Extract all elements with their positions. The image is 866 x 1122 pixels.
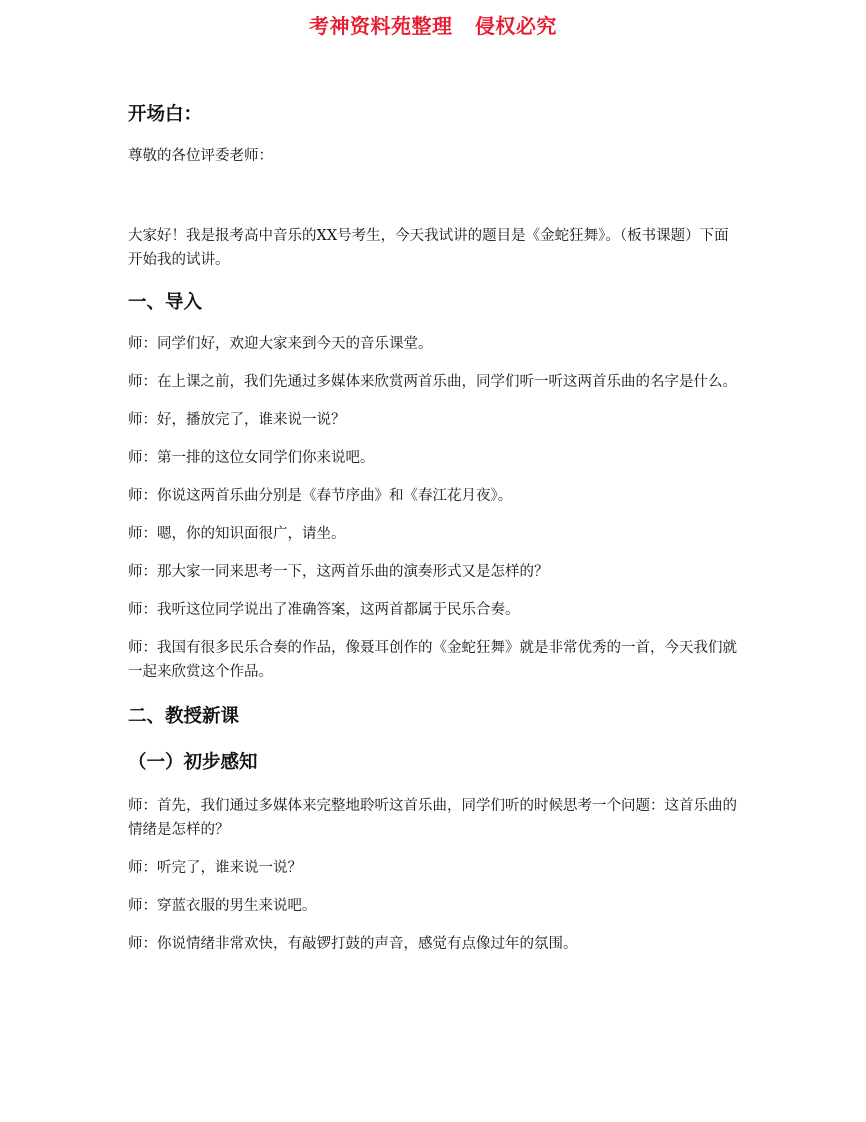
document-body <box>128 102 738 956</box>
dialogue-line: 师：第一排的这位女同学们你来说吧。 <box>128 450 375 466</box>
dialogue-line: 师：你说情绪非常欢快，有敲锣打鼓的声音，感觉有点像过年的氛围。 <box>128 936 578 952</box>
section-1-heading: 一、导入 <box>128 292 203 313</box>
dialogue-line: 师：听完了，谁来说一说？ <box>128 860 302 876</box>
intro-paragraph: 大家好！我是报考高中音乐的XX号考生，今天我试讲的题目是《金蛇狂舞》。（板书课题）下面开始我的试讲。 <box>128 228 729 268</box>
dialogue-line: 师：我听这位同学说出了准确答案，这两首都属于民乐合奏。 <box>128 602 520 618</box>
dialogue-line: 师：在上课之前，我们先通过多媒体来欣赏两首乐曲，同学们听一听这两首乐曲的名字是什么。 <box>128 374 737 390</box>
section-2-heading: 二、教授新课 <box>128 706 240 727</box>
dialogue-line: 师：我国有很多民乐合奏的作品，像聂耳创作的《金蛇狂舞》就是非常优秀的一首，今天我们就一起来欣赏这个作品。 <box>128 640 737 680</box>
dialogue-line: 师：首先，我们通过多媒体来完整地聆听这首乐曲，同学们听的时候思考一个问题：这首乐曲的情绪是怎样的？ <box>128 798 737 838</box>
watermark: 考神资料苑整理 侵权必究 <box>309 14 557 38</box>
opening-heading: 开场白： <box>128 104 203 125</box>
dialogue-line: 师：好，播放完了，谁来说一说？ <box>128 412 346 428</box>
dialogue-line: 师：你说这两首乐曲分别是《春节序曲》和《春江花月夜》。 <box>128 488 513 504</box>
dialogue-line: 师：穿蓝衣服的男生来说吧。 <box>128 898 317 914</box>
dialogue-line: 师：同学们好，欢迎大家来到今天的音乐课堂。 <box>128 336 433 352</box>
subsection-heading: （一）初步感知 <box>128 752 258 773</box>
salutation: 尊敬的各位评委老师： <box>128 148 273 164</box>
dialogue-line: 师：那大家一同来思考一下，这两首乐曲的演奏形式又是怎样的？ <box>128 564 549 580</box>
dialogue-line: 师：嗯，你的知识面很广，请坐。 <box>128 526 346 542</box>
